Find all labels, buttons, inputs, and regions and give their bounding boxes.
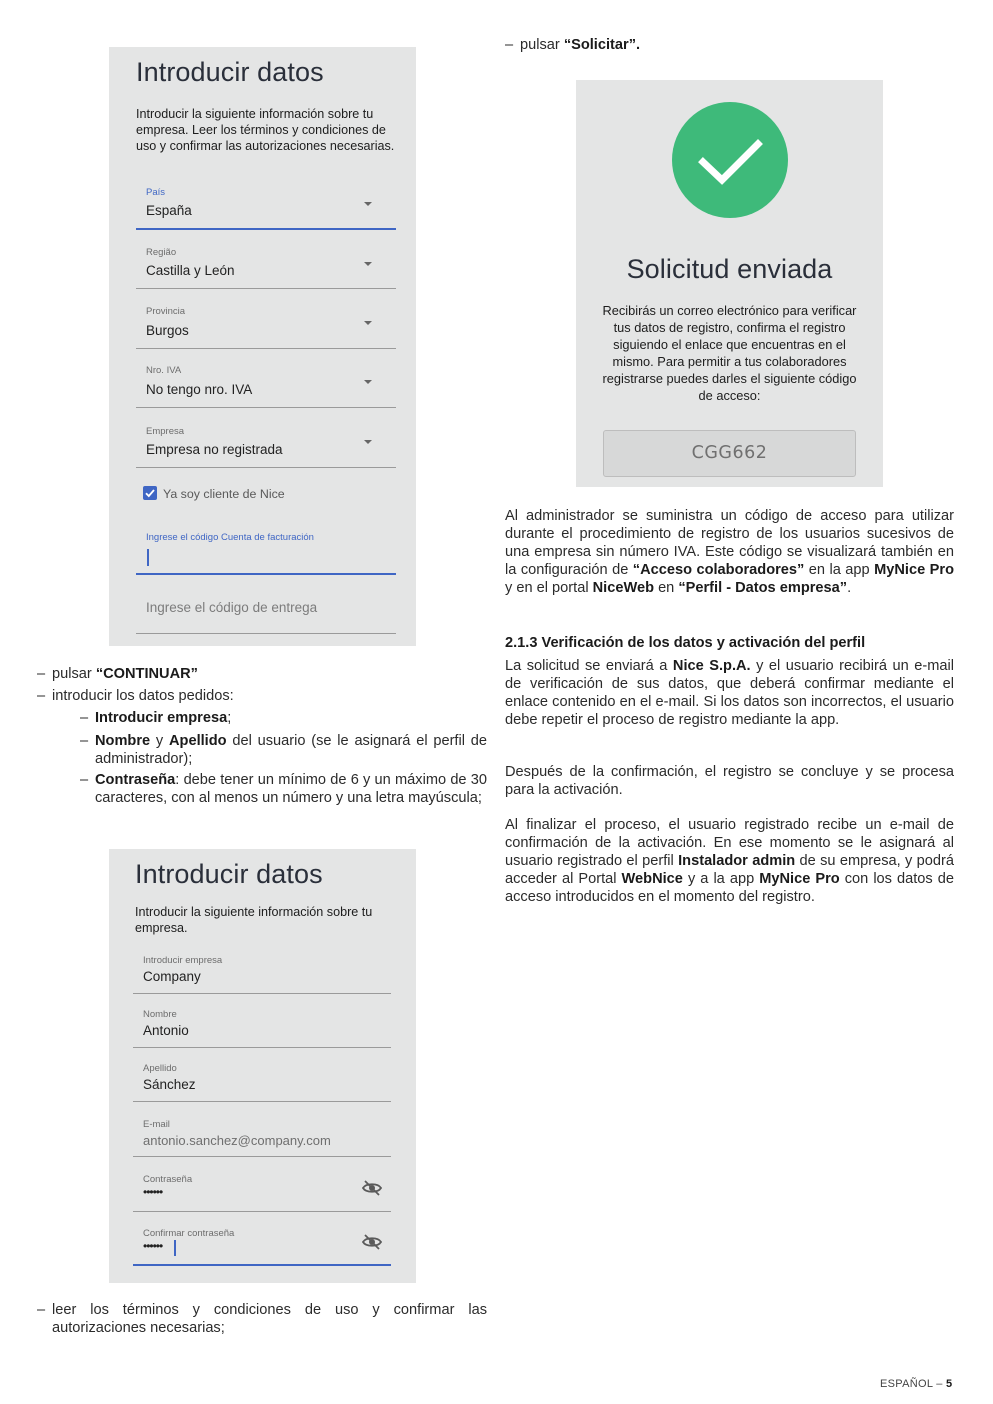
text-run: “Perfil - Datos empresa” xyxy=(678,580,848,596)
field-label: Região xyxy=(146,247,177,258)
panel-intro: Introducir la siguiente información sobre tu empresa. Leer los términos y condiciones de uso y confirmar las autorizaciones necesarias. xyxy=(136,107,395,153)
field-value: Empresa no registrada xyxy=(146,442,283,457)
list-dash: – xyxy=(505,37,514,53)
field-label: Nombre xyxy=(143,1009,177,1020)
list-dash: – xyxy=(37,666,46,682)
company-name-input[interactable] xyxy=(133,947,391,994)
field-label: Ingrese el código Cuenta de facturación xyxy=(146,532,314,543)
text-run: y xyxy=(155,733,164,749)
list-dash: – xyxy=(37,1302,46,1318)
form-panel-company-data xyxy=(109,47,416,646)
page-footer xyxy=(880,1378,952,1390)
field-label: Contraseña xyxy=(143,1174,193,1185)
paragraph xyxy=(505,816,954,906)
text-run: Nombre xyxy=(95,733,151,749)
eye-off-icon[interactable] xyxy=(361,1233,383,1251)
text-run: del usuario (se le asignará el perfil de administrador); xyxy=(95,733,487,767)
email-input[interactable] xyxy=(133,1109,391,1157)
chevron-down-icon xyxy=(364,440,372,444)
field-value: •••••• xyxy=(143,1239,163,1253)
text-run: : debe tener un mínimo de 6 y un máximo de 30 caracteres, con al menos un número y una letra mayúscula; xyxy=(95,772,487,806)
text-run: Introducir empresa xyxy=(95,710,228,726)
success-icon xyxy=(672,102,788,218)
panel-body: Recibirás un correo electrónico para verificar tus datos de registro, confirma el registro siguiendo el enlace que encuentras en el mismo. Para permitir a tus colaboradores registrarse puedes darles el siguiente código de acceso: xyxy=(602,303,857,403)
field-label: Apellido xyxy=(143,1063,177,1074)
text-run: ; xyxy=(227,710,232,726)
field-value: Castilla y León xyxy=(146,263,235,278)
check-icon xyxy=(143,486,157,500)
chevron-down-icon xyxy=(364,262,372,266)
existing-customer-checkbox[interactable] xyxy=(143,486,157,500)
billing-account-input[interactable] xyxy=(136,528,396,575)
chevron-down-icon xyxy=(364,380,372,384)
text-run: Contraseña xyxy=(95,772,176,788)
text-run: Apellido xyxy=(169,733,227,749)
paragraph xyxy=(505,657,954,729)
text-run: pulsar xyxy=(52,666,92,682)
field-value: Burgos xyxy=(146,323,189,338)
panel-title: Solicitud enviada xyxy=(626,254,833,284)
company-select[interactable] xyxy=(136,421,396,468)
checkbox-label: Ya soy cliente de Nice xyxy=(163,487,285,501)
text-cursor xyxy=(147,549,149,566)
page-number: 5 xyxy=(945,1378,953,1390)
text-run: “Acceso colaboradores” xyxy=(632,562,805,578)
text-run: y en el portal xyxy=(505,580,589,596)
footer-language: ESPAÑOL – xyxy=(880,1378,943,1390)
paragraph xyxy=(505,507,954,597)
field-value: España xyxy=(146,203,192,218)
request-label: “Solicitar”. xyxy=(563,37,641,53)
panel-title: Introducir datos xyxy=(135,859,323,889)
text-run: en xyxy=(658,580,675,596)
text-run: en la app xyxy=(808,562,870,578)
chevron-down-icon xyxy=(364,202,372,206)
text-run: MyNice Pro xyxy=(759,871,840,887)
list-dash: – xyxy=(80,733,89,749)
text-run: de su empresa, y podrá acceder al Portal xyxy=(505,853,954,887)
field-value: •••••• xyxy=(143,1185,163,1199)
panel-intro: Introducir la siguiente información sobre tu empresa. xyxy=(135,905,373,935)
confirm-password-input[interactable] xyxy=(133,1218,391,1266)
delivery-code-input[interactable] xyxy=(136,587,396,634)
paragraph: Después de la confirmación, el registro se concluye y se procesa para la activación. xyxy=(505,764,954,798)
password-input[interactable] xyxy=(133,1164,391,1212)
region-select[interactable] xyxy=(136,243,396,289)
country-select[interactable] xyxy=(136,183,396,230)
field-label: Introducir empresa xyxy=(143,955,223,966)
eye-off-icon[interactable] xyxy=(361,1179,383,1197)
text-run: Al administrador se suministra un código de acceso para utilizar durante el procedimiento de registro de los usuarios sucesivos de una empresa sin número IVA. Este código se visualizará también en la configuración de xyxy=(505,508,954,578)
last-name-input[interactable] xyxy=(133,1055,391,1102)
list-dash: – xyxy=(80,710,89,726)
field-label: Provincia xyxy=(146,306,186,317)
text-run: Instalador admin xyxy=(678,853,796,869)
field-placeholder: Ingrese el código de entrega xyxy=(146,600,318,615)
province-select[interactable] xyxy=(136,302,396,349)
sub-list-item xyxy=(80,732,487,768)
text-run: leer los términos y condiciones de uso y confirmar las autorizaciones necesarias; xyxy=(52,1302,487,1336)
chevron-down-icon xyxy=(364,321,372,325)
field-label: País xyxy=(146,187,166,198)
field-value: Sánchez xyxy=(143,1077,196,1092)
text-run: pulsar xyxy=(520,37,560,53)
field-value: antonio.sanchez@company.com xyxy=(143,1133,331,1148)
text-run: NiceWeb xyxy=(592,580,654,596)
field-value: Company xyxy=(143,969,201,984)
list-dash: – xyxy=(80,772,89,788)
field-label: Nro. IVA xyxy=(146,365,182,376)
check-icon xyxy=(672,102,788,218)
request-sent-panel xyxy=(576,80,883,487)
text-run: y a la app xyxy=(687,871,755,887)
list-dash: – xyxy=(37,688,46,704)
field-value: No tengo nro. IVA xyxy=(146,382,253,397)
field-value: Antonio xyxy=(143,1023,189,1038)
sub-list-item xyxy=(80,709,487,727)
vat-number-select[interactable] xyxy=(136,361,396,408)
text-cursor xyxy=(174,1240,176,1256)
field-label: Confirmar contraseña xyxy=(143,1228,235,1239)
text-run: con los datos de acceso introducidos en el momento del registro. xyxy=(505,871,954,905)
text-run: MyNice Pro xyxy=(874,562,955,578)
text-run: . xyxy=(847,580,852,596)
continue-label: “CONTINUAR” xyxy=(95,666,198,682)
list-item xyxy=(37,1301,487,1337)
first-name-input[interactable] xyxy=(133,1001,391,1048)
field-label: E-mail xyxy=(143,1119,170,1130)
text-run: Nice S.p.A. xyxy=(672,658,751,674)
form-panel-user-data xyxy=(109,849,416,1283)
text-run: Al finalizar el proceso, el usuario registrado recibe un e-mail de confirmación de la activación. En ese momento se le asignará al usuario registrado el perfil xyxy=(505,817,954,869)
text-run: y el usuario recibirá un e-mail de verificación de sus datos, que deberá confirmar mediante el enlace contenido en el e-mail. Si los datos son incorrectos, el usuario debe repetir el proceso de registro mediante la app. xyxy=(505,658,954,728)
panel-title: Introducir datos xyxy=(136,57,324,87)
field-label: Empresa xyxy=(146,426,185,437)
sub-list-item xyxy=(80,771,487,807)
access-code-box xyxy=(603,430,856,477)
text-run: introducir los datos pedidos: xyxy=(52,688,234,704)
section-heading: 2.1.3 Verificación de los datos y activación del perfil xyxy=(505,635,866,651)
text-run: La solicitud se enviará a xyxy=(505,658,668,674)
access-code: CGG662 xyxy=(691,443,768,463)
text-run: WebNice xyxy=(621,871,683,887)
